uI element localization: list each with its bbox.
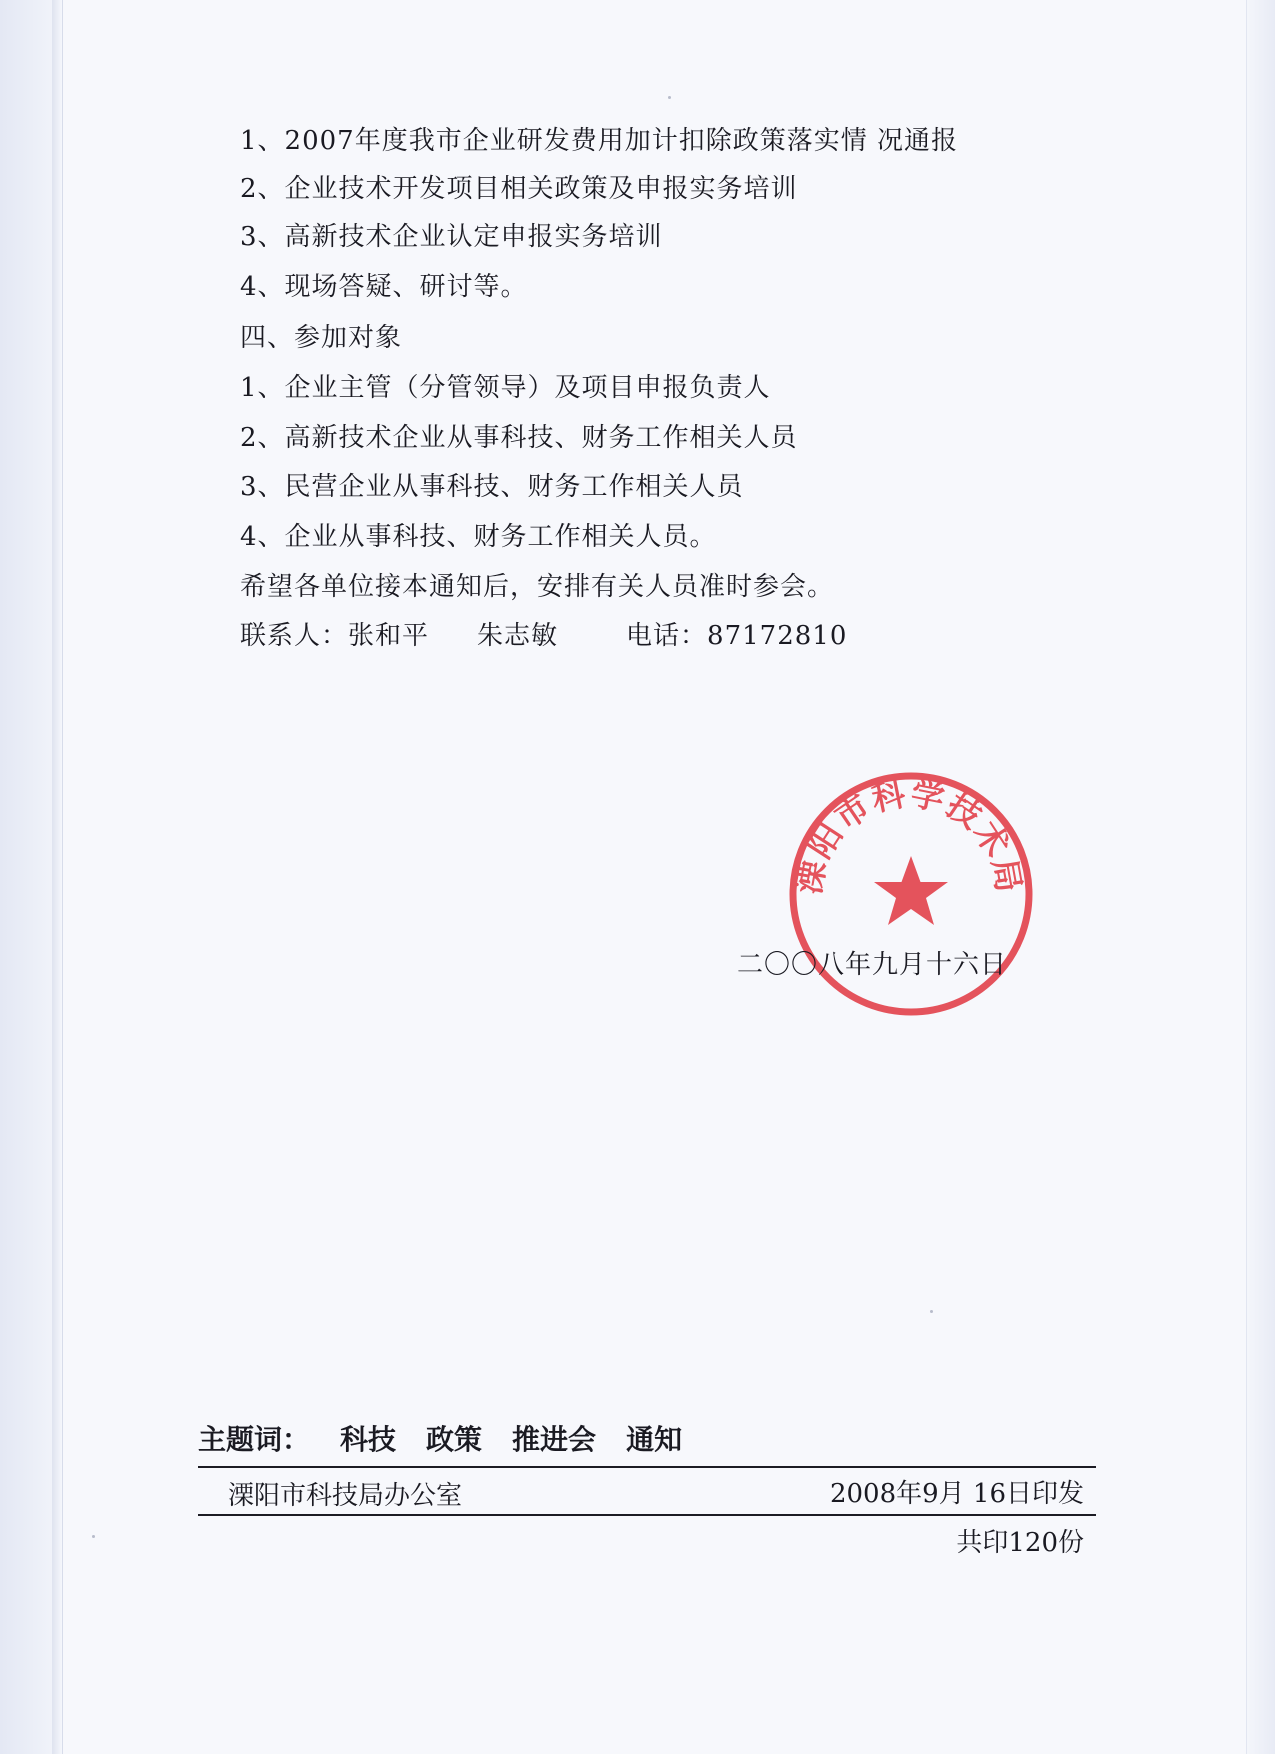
star-icon (874, 856, 948, 925)
body-line: 3、民营企业从事科技、财务工作相关人员 (240, 472, 744, 502)
body-line: 3、高新技术企业认定申报实务培训 (240, 222, 663, 252)
keywords-label: 主题词： (198, 1423, 311, 1456)
body-line: 2、高新技术企业从事科技、财务工作相关人员 (240, 423, 798, 453)
footer-divider (198, 1514, 1096, 1516)
body-line: 4、现场答疑、研讨等。 (240, 272, 528, 302)
keyword: 政策 (426, 1423, 483, 1456)
paper-fold-shadow (52, 0, 62, 1754)
scan-speck (668, 96, 671, 99)
document-date: 二〇〇八年九月十六日 (737, 950, 1008, 980)
body-line: 4、企业从事科技、财务工作相关人员。 (240, 522, 717, 552)
keyword: 科技 (340, 1423, 397, 1456)
body-line: 1、企业主管（分管领导）及项目申报负责人 (240, 373, 771, 403)
scan-speck (930, 1310, 933, 1313)
paper-edge-right (1246, 0, 1275, 1754)
scan-speck (92, 1535, 95, 1538)
keyword: 通知 (626, 1423, 683, 1456)
closing-line: 希望各单位接本通知后，安排有关人员准时参会。 (240, 572, 835, 602)
body-line: 2、企业技术开发项目相关政策及申报实务培训 (240, 174, 798, 204)
keyword: 推进会 (512, 1423, 597, 1456)
issue-date: 2008年9月 16日印发 (829, 1479, 1084, 1509)
seal-text: 溧阳市科学技术局 (788, 773, 1030, 897)
print-count: 共印120份 (956, 1528, 1084, 1558)
subject-keywords (198, 1418, 682, 1458)
issuing-office: 溧阳市科技局办公室 (228, 1481, 463, 1511)
contact-phone: 电话：87172810 (626, 621, 848, 651)
contact-label: 联系人：张和平 (240, 621, 430, 651)
footer-divider (198, 1466, 1096, 1468)
section-heading: 四、参加对象 (240, 323, 403, 353)
body-line: 1、2007年度我市企业研发费用加计扣除政策落实情 况通报 (240, 126, 958, 156)
contact-line (240, 615, 847, 652)
contact-person-2: 朱志敏 (477, 621, 559, 651)
